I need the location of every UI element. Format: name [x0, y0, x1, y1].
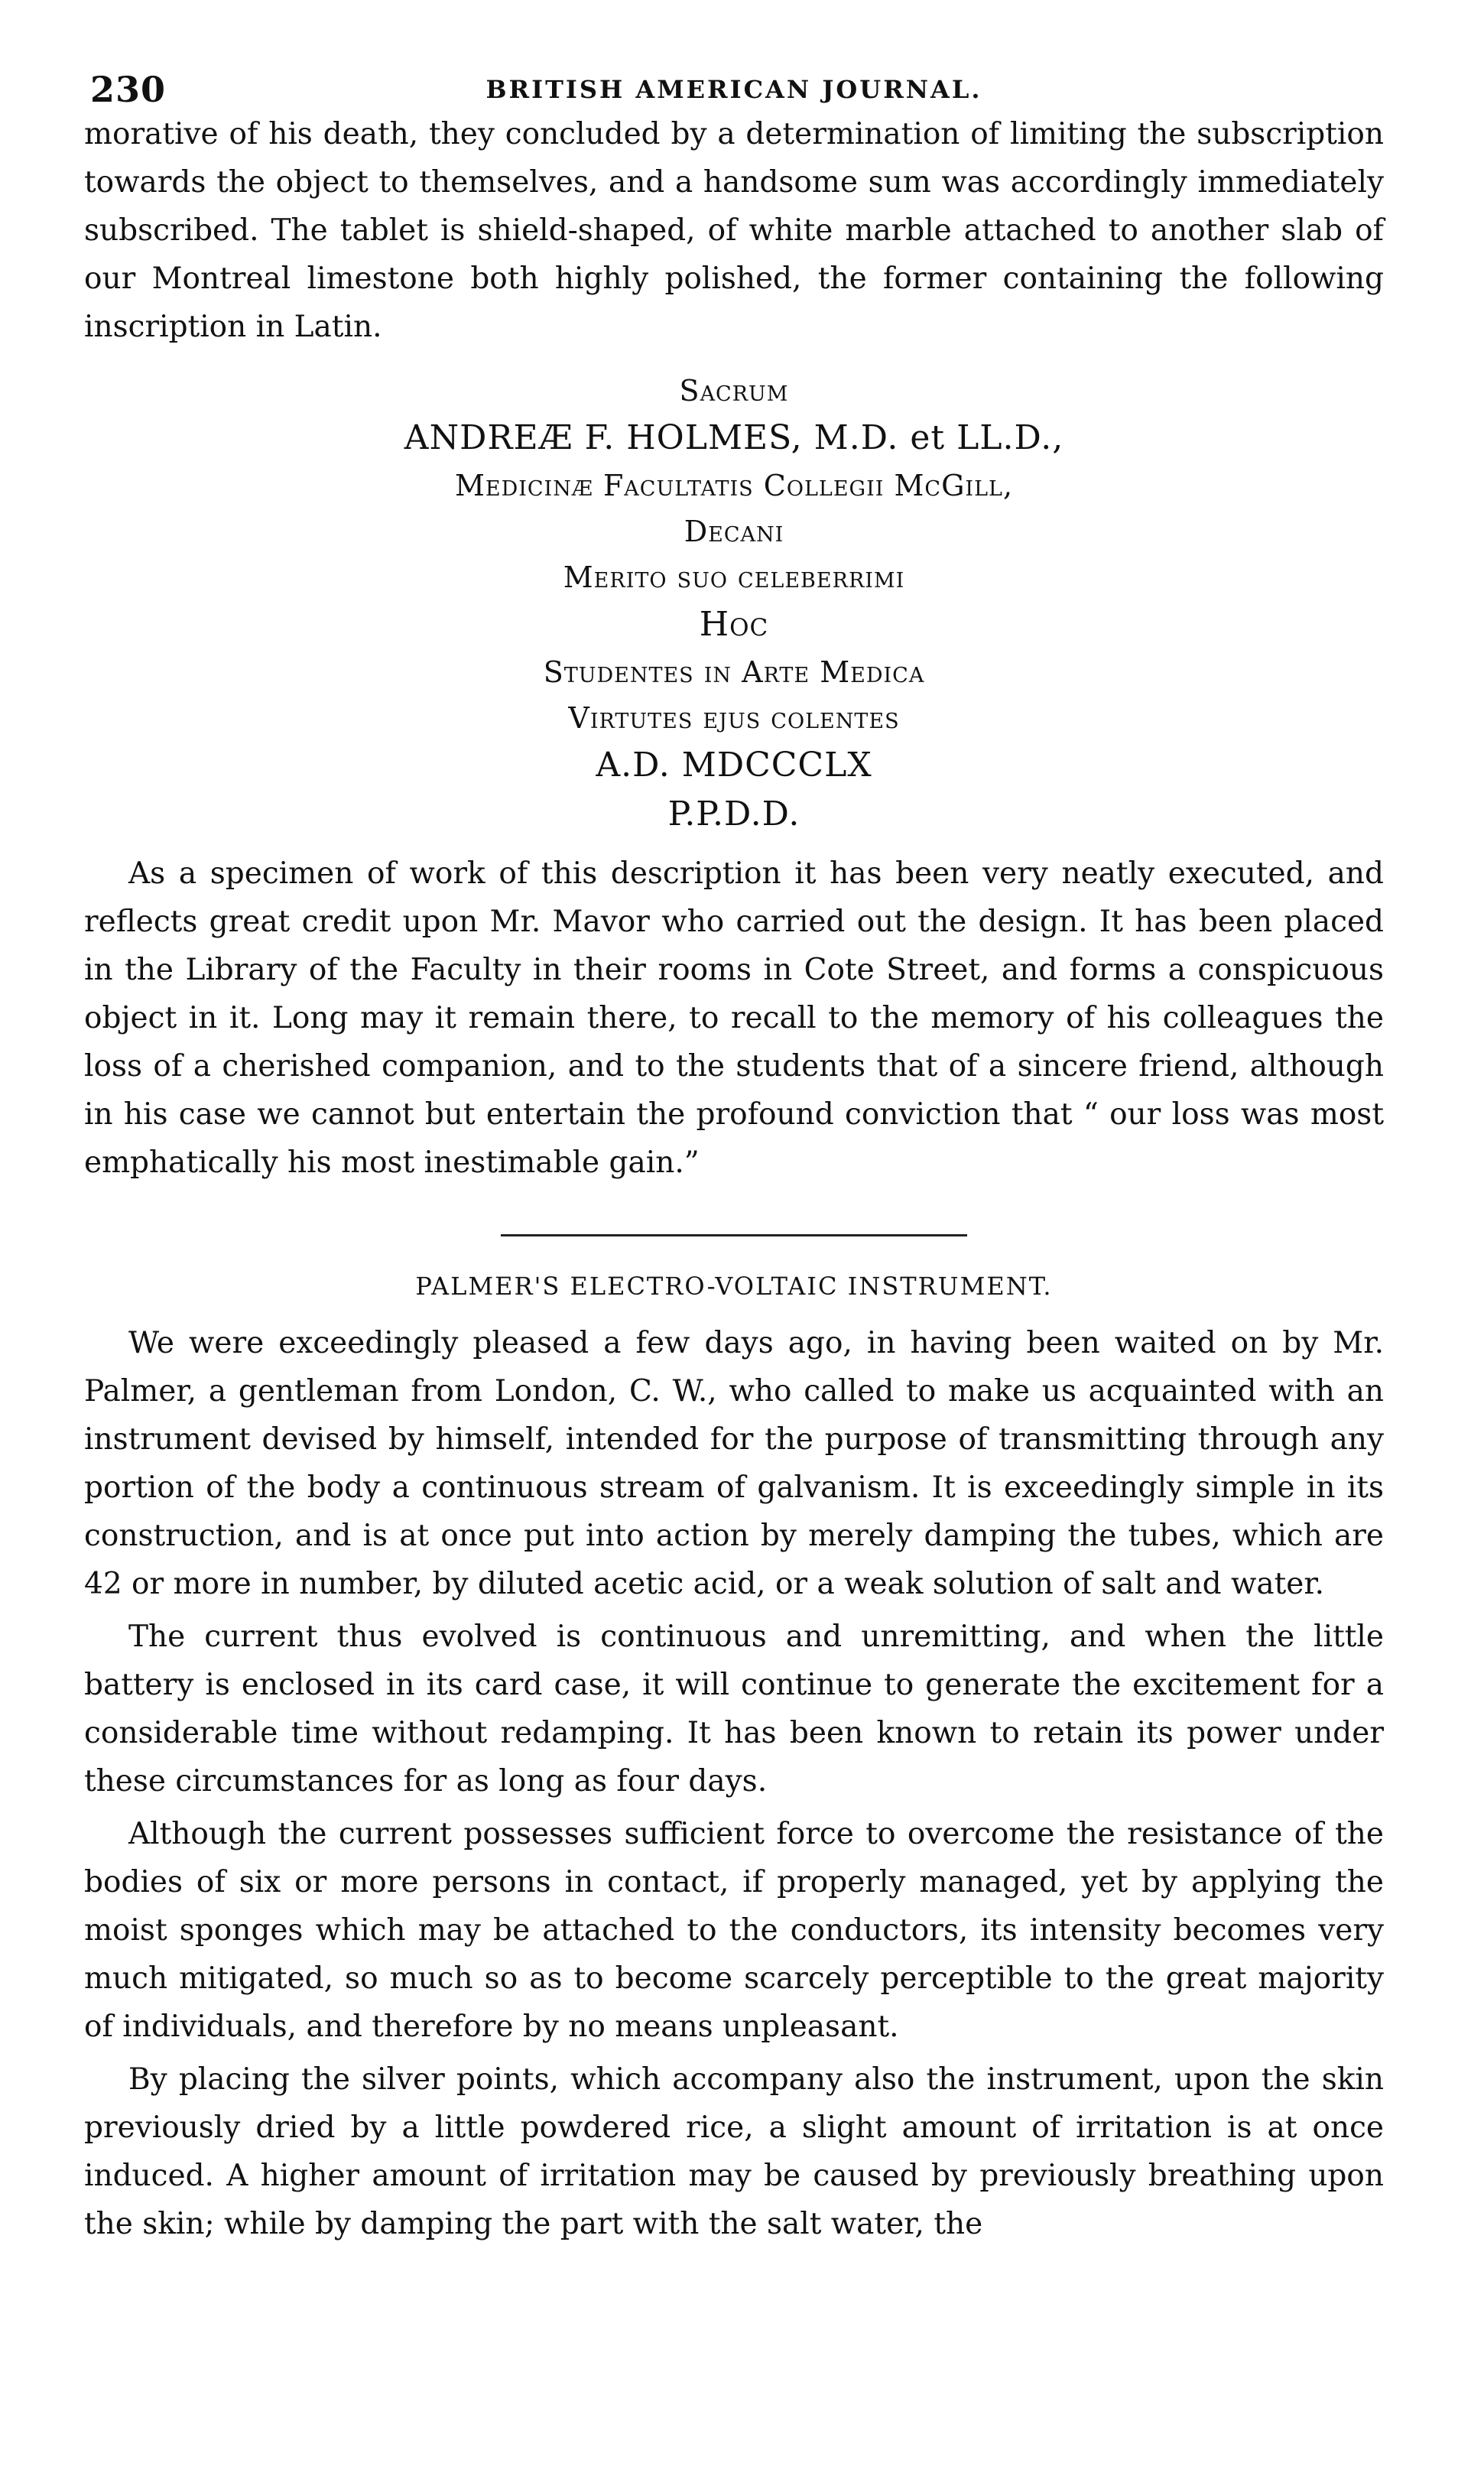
- inscription-line-studentes: Studentes in Arte Medica: [543, 655, 925, 689]
- section-paragraph: We were exceedingly pleased a few days ago, in having been waited on by Mr. Palmer, a gentleman from London, C. W., who called to make us acquainted with an instrument devised by himself, intended for the purpose of transmitting through any portion of the body a continuous stream of galvanism. It is exceedingly simple in its construction, and is at once put into action by merely damping the tubes, which are 42 or more in number, by diluted acetic acid, or a weak solution of salt and water.: [84, 1326, 1384, 1601]
- section-paragraph: The current thus evolved is continuous and unremitting, and when the little battery is enclosed in its card case, it will continue to generate the excitement for a considerable time without redamping. It has been known to retain its power under these circumstances for as long as four days.: [84, 1620, 1384, 1799]
- inscription-line-sacrum: Sacrum: [679, 374, 789, 408]
- section-paragraph: Although the current possesses sufficient force to overcome the resistance of the bodies of six or more persons in contact, if properly managed, yet by applying the moist sponges which may be attached to the conductors, its intensity becomes very much mitigated, so much so as to become scarcely perceptible to the great majority of individuals, and therefore by no means unpleasant.: [84, 1817, 1384, 2044]
- running-head: [84, 49, 1384, 110]
- latin-inscription: [84, 368, 1384, 839]
- section-paragraph: By placing the silver points, which accompany also the instrument, upon the skin previously dried by a little powdered rice, a slight amount of irritation is at once induced. A higher amount of irritation may be caused by previously breathing upon the skin; while by damping the part with the salt water, the: [84, 2062, 1384, 2241]
- intro-paragraph: morative of his death, they concluded by a determination of limiting the subscription towards the object to themselves, and a handsome sum was accordingly immediately subscribed. The tablet is shield-shaped, of white marble attached to another slab of our Montreal limestone both highly polished, the former containing the following inscription in Latin.: [84, 117, 1384, 344]
- tablet-paragraph: As a specimen of work of this description it has been very neatly executed, and reflects great credit upon Mr. Mavor who carried out the design. It has been placed in the Library of the Faculty in their rooms in Cote Street, and forms a conspicuous object in it. Long may it remain there, to recall to the memory of his colleagues the loss of a cherished companion, and to the students that of a sincere friend, although in his case we cannot but entertain the profound conviction that “ our loss was most emphatically his most inestimable gain.”: [84, 856, 1384, 1180]
- page-number: 230: [90, 69, 167, 110]
- journal-page: [84, 49, 1384, 2248]
- inscription-line-hoc: Hoc: [699, 605, 769, 644]
- inscription-line-faculty: Medicinæ Facultatis Collegii McGill,: [454, 469, 1014, 502]
- inscription-line-ppdd: P.P.D.D.: [667, 794, 800, 833]
- inscription-line-merito: Merito suo celeberrimi: [563, 561, 905, 594]
- journal-title: BRITISH AMERICAN JOURNAL.: [485, 75, 982, 104]
- section-title: PALMER'S ELECTRO-VOLTAIC INSTRUMENT.: [415, 1272, 1053, 1301]
- inscription-line-date: A.D. MDCCCLX: [596, 746, 872, 785]
- inscription-line-decani: Decani: [684, 515, 784, 548]
- inscription-line-name: ANDREÆ F. HOLMES, M.D. et LL.D.,: [404, 418, 1064, 457]
- inscription-line-virtutes: Virtutes ejus colentes: [568, 701, 900, 735]
- section-divider: [501, 1234, 967, 1236]
